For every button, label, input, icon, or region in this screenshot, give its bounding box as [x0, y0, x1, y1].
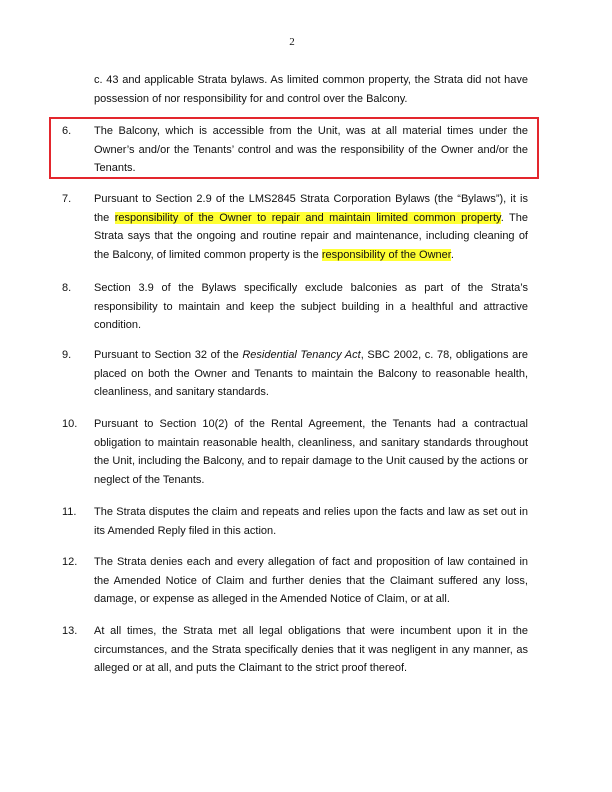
italic-citation: Residential Tenancy Act [242, 349, 361, 361]
paragraph-body [94, 415, 528, 489]
text-segment: . [450, 248, 454, 261]
text-segment: Pursuant to Section 10(2) of the Rental Agreement, the Tenants had a contractual obligation to maintain reasonable health, cleanliness, and sanitary standards throughout the Unit, including the Balcony, and to repair damage to the Unit caused by the actions or neglect of the Tenants. [94, 418, 528, 486]
text-segment: The Strata disputes the claim and repeats and relies upon the facts and law as set out in its Amended Reply filed in this action. [94, 506, 528, 537]
text-segment: The Balcony, which is accessible from the Unit, was at all material times under the Owner’s and/or the Tenants’ control and was the responsibility of the Owner and/or the Tenants. [94, 125, 528, 174]
text-segment: Pursuant to Section 32 of the [94, 349, 243, 361]
highlighted-text: responsibility of the Owner to repair and maintain limited common property [114, 211, 501, 224]
text-segment: , SBC 2002, c. 78, obligations are placed on both the Owner and Tenants to maintain the Balcony to reasonable health, cleanliness, and sanitary standards. [94, 349, 528, 398]
paragraph-7 [62, 190, 542, 264]
paragraph-body [94, 279, 528, 335]
highlighted-text: responsibility of the Owner [321, 248, 451, 261]
paragraph-body [94, 622, 528, 678]
text-segment: The Strata denies each and every allegation of fact and proposition of law contained in the Amended Notice of Claim and further denies that the Claimant suffered any loss, damage, or expense as alleged in the Amended Notice of Claim, or at all. [94, 556, 528, 605]
paragraph-12 [62, 553, 542, 609]
text-segment: c. 43 and applicable Strata bylaws. As limited common property, the Strata did not have possession of nor responsibility for and control over the Balcony. [94, 74, 528, 105]
paragraph-body [94, 503, 528, 540]
paragraph-number: 8. [62, 282, 72, 294]
text-segment: Section 3.9 of the Bylaws specifically exclude balconies as part of the Strata’s responsibility to maintain and keep the subject building in a healthful and attractive condition. [94, 282, 528, 331]
paragraph-body [94, 190, 528, 264]
paragraph-8 [62, 279, 542, 335]
paragraph-number: 11. [62, 506, 77, 518]
paragraph-number: 7. [62, 193, 72, 205]
paragraph-body [94, 71, 528, 108]
text-segment: At all times, the Strata met all legal obligations that were incumbent upon it in the circumstances, and the Strata specifically denies that it was negligent in any manner, as alleged or at all, and puts the Claimant to the strict proof thereof. [94, 625, 528, 674]
paragraph-continuation [62, 71, 542, 108]
paragraph-number: 12. [62, 556, 78, 568]
paragraph-body [94, 346, 528, 402]
paragraph-number: 9. [62, 349, 72, 361]
paragraph-9 [62, 346, 542, 402]
paragraph-10 [62, 415, 542, 489]
paragraph-number: 6. [62, 125, 72, 137]
paragraph-number: 10. [62, 418, 78, 430]
paragraph-body [94, 122, 528, 178]
text-segment: . The Strata says that the ongoing and routine repair and maintenance, including cleaning of the Balcony, of limited common property is the [94, 211, 528, 261]
paragraph-11 [62, 503, 542, 540]
text-segment: Pursuant to Section 2.9 of the LMS2845 Strata Corporation Bylaws (the “Bylaws”), it is the [94, 193, 528, 224]
page-number: 2 [289, 36, 295, 48]
paragraph-body [94, 553, 528, 609]
paragraph-number: 13. [62, 625, 78, 637]
paragraph-13 [62, 622, 542, 678]
paragraph-6 [62, 122, 542, 178]
